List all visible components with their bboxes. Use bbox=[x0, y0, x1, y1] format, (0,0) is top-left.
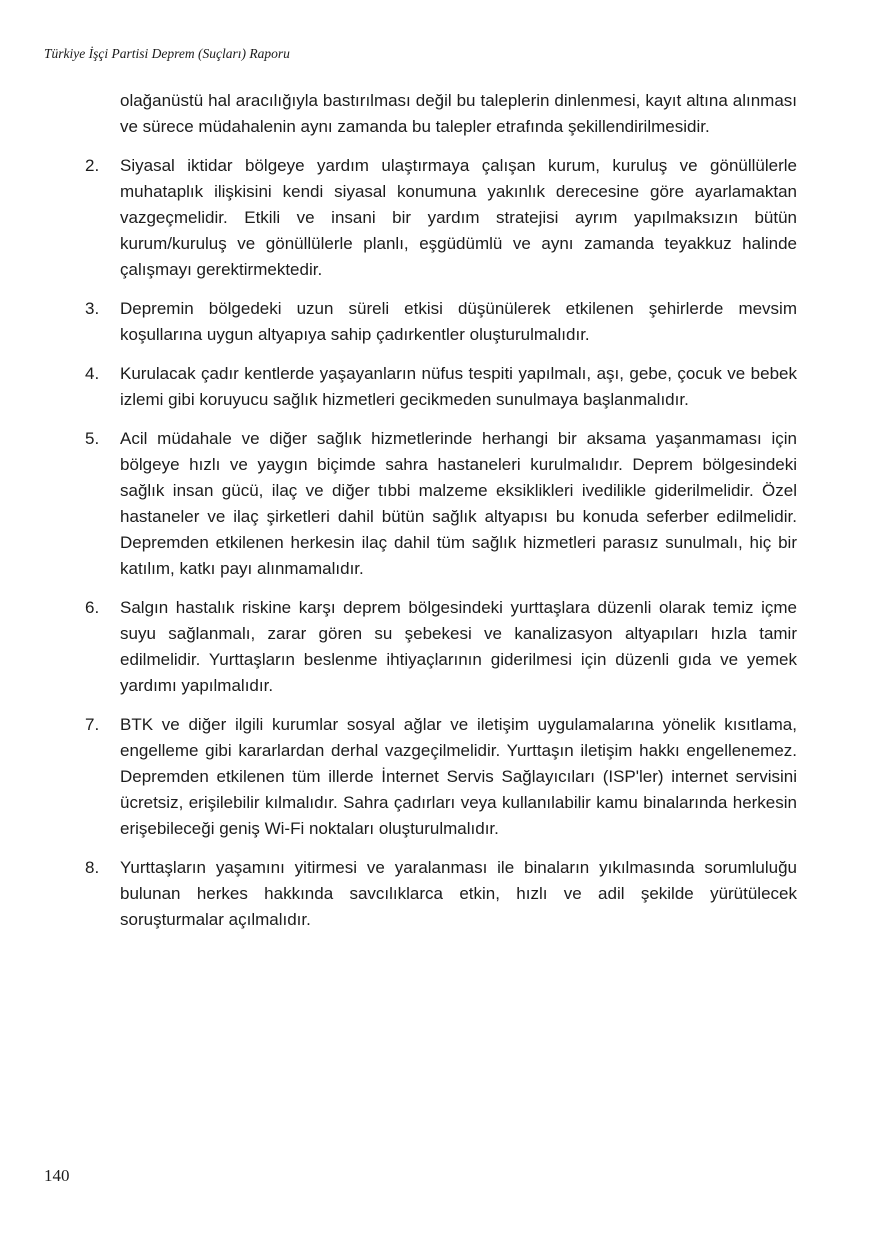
list-item-text: Depremin bölgedeki uzun süreli etkisi düşünülerek etkilenen şehirlerde mevsim koşullarına uygun altyapıya sahip çadırkentler oluşturulmalıdır. bbox=[120, 299, 797, 344]
list-item bbox=[85, 361, 797, 413]
page-number: 140 bbox=[44, 1166, 70, 1185]
list-item-text: Acil müdahale ve diğer sağlık hizmetlerinde herhangi bir aksama yaşanmaması için bölgeye hızlı ve yaygın biçimde sahra hastaneleri kurulmalıdır. Deprem bölgesindeki sağlık insan gücü, ilaç ve diğer tıbbi malzeme eksiklikleri ivedilikle giderilmelidir. Özel hastaneler ve ilaç şirketleri dahil bütün sağlık altyapısı bu konuda seferber edilmelidir. Depremden etkilenen herkesin ilaç dahil tüm sağlık hizmetleri parasız sunulmalı, hiç bir katılım, katkı payı alınmamalıdır. bbox=[120, 429, 797, 578]
content-block bbox=[85, 88, 797, 946]
list-item bbox=[85, 296, 797, 348]
running-header: Türkiye İşçi Partisi Deprem (Suçları) Raporu bbox=[44, 46, 290, 61]
list-item-number: 3. bbox=[85, 299, 100, 318]
list-item-number: 8. bbox=[85, 858, 100, 877]
list-item-number: 4. bbox=[85, 364, 100, 383]
list-item-text: Salgın hastalık riskine karşı deprem bölgesindeki yurttaşlara düzenli olarak temiz içme suyu sağlanmalı, zarar gören su şebekesi ve kanalizasyon altyapıları hızla tamir edilmelidir. Yurttaşların beslenme ihtiyaçlarının giderilmesi için düzenli gıda ve yemek yardımı yapılmalıdır. bbox=[120, 598, 797, 695]
list-item-number: 2. bbox=[85, 156, 100, 175]
list-item bbox=[85, 855, 797, 933]
list-item bbox=[85, 595, 797, 699]
list-item-number: 6. bbox=[85, 598, 100, 617]
list-item-number: 5. bbox=[85, 429, 100, 448]
list-item-text: BTK ve diğer ilgili kurumlar sosyal ağlar ve iletişim uygulamalarına yönelik kısıtlama, engelleme gibi kararlardan derhal vazgeçilmelidir. Yurttaşın iletişim hakkı engellenemez. Depremden etkilenen tüm illerde İnternet Servis Sağlayıcıları (ISP'ler) internet servisini ücretsiz, erişilebilir kılmalıdır. Sahra çadırları veya kullanılabilir kamu binalarında herkesin erişebileceği geniş Wi-Fi noktaları oluşturulmalıdır. bbox=[120, 715, 797, 838]
list-item bbox=[85, 426, 797, 582]
list-item-text: Yurttaşların yaşamını yitirmesi ve yaralanması ile binaların yıkılmasında sorumluluğu bulunan herkes hakkında savcılıklarca etkin, hızlı ve adil şekilde yürütülecek soruşturmalar açılmalıdır. bbox=[120, 858, 797, 929]
list-item-text: Siyasal iktidar bölgeye yardım ulaştırmaya çalışan kurum, kuruluş ve gönüllülerle muhataplık ilişkisini kendi siyasal konumuna yakınlık derecesine göre ayarlamaktan vazgeçmelidir. Etkili ve insani bir yardım stratejisi ayrım yapılmaksızın bütün kurum/kuruluş ve gönüllülerle planlı, eşgüdümlü ve aynı zamanda teyakkuz halinde çalışmayı gerektirmektedir. bbox=[120, 156, 797, 279]
continuation-paragraph: olağanüstü hal aracılığıyla bastırılması değil bu taleplerin dinlenmesi, kayıt altına alınması ve sürece müdahalenin aynı zamanda bu talepler etrafında şekillendirilmesidir. bbox=[120, 91, 797, 136]
list-item-text: Kurulacak çadır kentlerde yaşayanların nüfus tespiti yapılmalı, aşı, gebe, çocuk ve bebek izlemi gibi koruyucu sağlık hizmetleri gecikmeden sunulmaya başlanmalıdır. bbox=[120, 364, 797, 409]
list-item bbox=[85, 153, 797, 283]
list-item bbox=[85, 712, 797, 842]
list-item-number: 7. bbox=[85, 715, 100, 734]
